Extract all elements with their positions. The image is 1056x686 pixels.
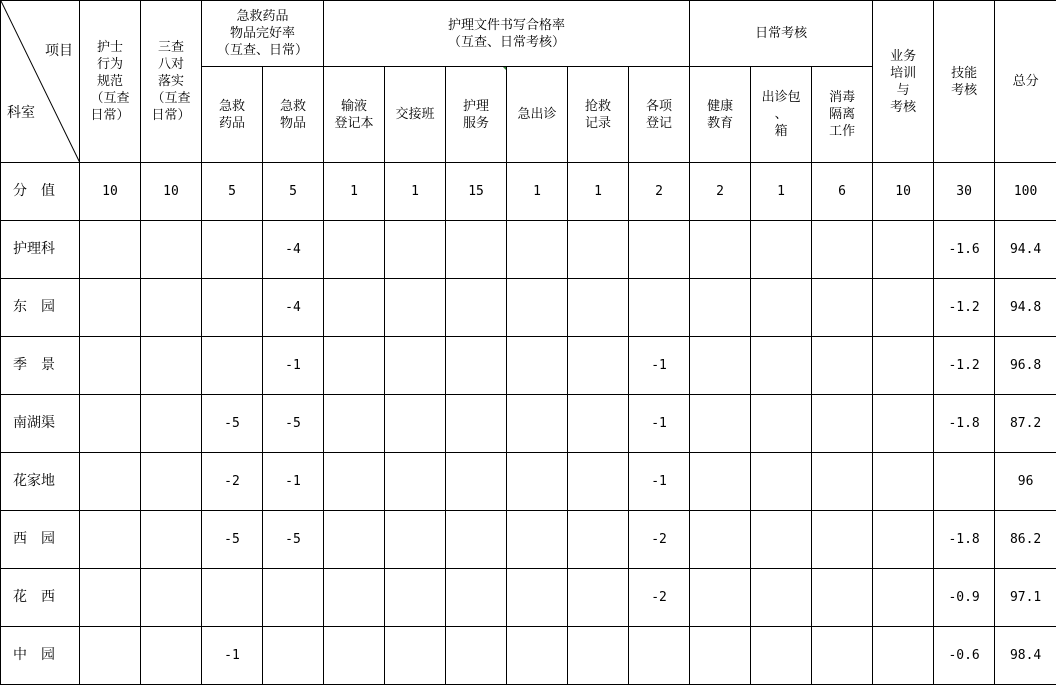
score-deduction-cell [385,337,446,395]
score-deduction-cell [324,337,385,395]
score-cell: 2 [629,163,690,221]
table-row [1,337,1056,395]
score-deduction-cell [751,511,812,569]
score-deduction-cell [507,279,568,337]
score-cell: 6 [812,163,873,221]
sub-nursing-service: 护理 服务 [446,67,507,163]
score-deduction-cell [568,395,629,453]
score-deduction-cell [507,453,568,511]
score-cell: 5 [202,163,263,221]
score-deduction-cell: 87.2 [995,395,1056,453]
score-deduction-cell [80,511,141,569]
sub-registrations: 各项 登记 [629,67,690,163]
score-deduction-cell [568,569,629,627]
score-deduction-cell [812,337,873,395]
department-name: 南湖渠 [1,395,80,453]
score-deduction-cell [751,569,812,627]
score-deduction-cell [141,337,202,395]
score-deduction-cell [690,221,751,279]
score-deduction-cell [507,627,568,685]
sub-isolation: 消毒 隔离 工作 [812,67,873,163]
score-deduction-cell: -1.2 [934,337,995,395]
score-deduction-cell: 97.1 [995,569,1056,627]
score-deduction-cell: -1 [629,337,690,395]
score-cell: 1 [568,163,629,221]
score-deduction-cell: -1 [202,627,263,685]
score-row [1,163,1056,221]
score-deduction-cell [385,453,446,511]
score-deduction-cell [263,569,324,627]
score-deduction-cell [446,627,507,685]
department-name: 花家地 [1,453,80,511]
table-row [1,627,1056,685]
score-deduction-cell [324,395,385,453]
score-deduction-cell [629,627,690,685]
score-deduction-cell [446,453,507,511]
score-row-label: 分 值 [1,163,80,221]
score-deduction-cell [873,221,934,279]
score-deduction-cell [385,279,446,337]
score-deduction-cell [873,453,934,511]
score-deduction-cell [324,627,385,685]
table-row [1,453,1056,511]
department-name: 东 园 [1,279,80,337]
score-deduction-cell [385,627,446,685]
score-deduction-cell: 94.4 [995,221,1056,279]
score-deduction-cell: -1.8 [934,395,995,453]
score-deduction-cell [202,279,263,337]
score-deduction-cell [568,337,629,395]
diagonal-corner-cell [1,1,80,163]
corner-label-department: 科室 [7,105,35,121]
score-cell: 1 [751,163,812,221]
score-deduction-cell [690,395,751,453]
score-deduction-cell [141,221,202,279]
score-deduction-cell: -1 [629,395,690,453]
department-name: 中 园 [1,627,80,685]
corner-label-project: 项目 [45,43,73,59]
score-deduction-cell: -4 [263,221,324,279]
score-deduction-cell [385,569,446,627]
score-deduction-cell [324,569,385,627]
score-deduction-cell [202,569,263,627]
score-deduction-cell [812,453,873,511]
score-deduction-cell: -0.6 [934,627,995,685]
score-deduction-cell [263,627,324,685]
score-deduction-cell [690,453,751,511]
score-deduction-cell [446,337,507,395]
score-deduction-cell [690,279,751,337]
score-deduction-cell [812,627,873,685]
score-deduction-cell [507,395,568,453]
score-deduction-cell [80,395,141,453]
score-deduction-cell [446,221,507,279]
score-deduction-cell [324,511,385,569]
score-deduction-cell [751,221,812,279]
score-deduction-cell: 86.2 [995,511,1056,569]
score-deduction-cell [80,337,141,395]
score-deduction-cell: -2 [202,453,263,511]
header-total: 总分 [995,1,1056,163]
score-deduction-cell [812,221,873,279]
score-deduction-cell [812,279,873,337]
score-deduction-cell [568,453,629,511]
score-deduction-cell [690,337,751,395]
sub-outcall-kit: 出诊包 、 箱 [751,67,812,163]
header-training: 业务 培训 与 考核 [873,1,934,163]
score-cell: 15 [446,163,507,221]
score-deduction-cell [324,221,385,279]
score-deduction-cell [507,569,568,627]
score-deduction-cell [202,221,263,279]
sub-handover: 交接班 [385,67,446,163]
score-deduction-cell [568,511,629,569]
score-deduction-cell [324,453,385,511]
score-deduction-cell [873,279,934,337]
score-deduction-cell: -1.2 [934,279,995,337]
score-cell: 1 [507,163,568,221]
score-cell: 100 [995,163,1056,221]
score-deduction-cell [141,453,202,511]
score-deduction-cell: -1 [629,453,690,511]
score-deduction-cell [751,627,812,685]
table-row [1,279,1056,337]
score-deduction-cell [873,395,934,453]
score-deduction-cell [690,511,751,569]
score-cell: 5 [263,163,324,221]
table-row [1,395,1056,453]
sub-emergency-drugs: 急救 药品 [202,67,263,163]
score-deduction-cell [507,221,568,279]
header-documents-group: 护理文件书写合格率 （互查、日常考核） [324,1,690,67]
score-cell: 1 [385,163,446,221]
sub-infusion-register: 输液 登记本 [324,67,385,163]
score-deduction-cell [80,453,141,511]
score-deduction-cell: 98.4 [995,627,1056,685]
sub-emergency-items: 急救 物品 [263,67,324,163]
score-deduction-cell [934,453,995,511]
table-row [1,221,1056,279]
score-deduction-cell [873,511,934,569]
score-deduction-cell [507,337,568,395]
score-deduction-cell [568,627,629,685]
score-deduction-cell [141,511,202,569]
score-deduction-cell [80,221,141,279]
sub-rescue-records: 抢救 记录 [568,67,629,163]
score-deduction-cell [751,279,812,337]
score-cell: 30 [934,163,995,221]
department-name: 西 园 [1,511,80,569]
score-deduction-cell [812,511,873,569]
score-deduction-cell: -2 [629,569,690,627]
score-deduction-cell: -4 [263,279,324,337]
score-deduction-cell [812,569,873,627]
score-deduction-cell [446,279,507,337]
score-deduction-cell [812,395,873,453]
score-deduction-cell: -5 [202,395,263,453]
score-deduction-cell [446,395,507,453]
score-deduction-cell [751,453,812,511]
score-deduction-cell: -1 [263,453,324,511]
score-deduction-cell: -5 [202,511,263,569]
score-deduction-cell [324,279,385,337]
score-deduction-cell [446,511,507,569]
score-deduction-cell [141,569,202,627]
score-deduction-cell: -5 [263,511,324,569]
score-deduction-cell: 96 [995,453,1056,511]
score-deduction-cell: -0.9 [934,569,995,627]
score-deduction-cell [873,627,934,685]
header-row-1 [1,1,1056,67]
score-deduction-cell [568,279,629,337]
score-deduction-cell [141,279,202,337]
header-three-checks: 三查 八对 落实 （互查 日常） [141,1,202,163]
header-daily-group: 日常考核 [690,1,873,67]
score-deduction-cell [385,511,446,569]
score-deduction-cell [507,511,568,569]
table-body [1,1,1056,685]
score-cell: 10 [141,163,202,221]
score-cell: 2 [690,163,751,221]
score-deduction-cell [141,627,202,685]
score-deduction-cell: 96.8 [995,337,1056,395]
score-deduction-cell [141,395,202,453]
score-deduction-cell [751,337,812,395]
score-deduction-cell [690,627,751,685]
score-deduction-cell [202,337,263,395]
score-cell: 1 [324,163,385,221]
score-deduction-cell [446,569,507,627]
score-deduction-cell [873,569,934,627]
score-deduction-cell [751,395,812,453]
score-deduction-cell: -2 [629,511,690,569]
score-deduction-cell: -1.8 [934,511,995,569]
score-deduction-cell [80,627,141,685]
score-deduction-cell: -1 [263,337,324,395]
score-deduction-cell [385,395,446,453]
score-deduction-cell [80,279,141,337]
score-deduction-cell [690,569,751,627]
header-skills: 技能 考核 [934,1,995,163]
table-row [1,569,1056,627]
diagonal-line [1,1,80,163]
score-cell: 10 [80,163,141,221]
score-deduction-cell: 94.8 [995,279,1056,337]
sub-health-education: 健康 教育 [690,67,751,163]
table-row [1,511,1056,569]
score-deduction-cell [873,337,934,395]
score-cell: 10 [873,163,934,221]
department-name: 护理科 [1,221,80,279]
header-emergency-group: 急救药品 物品完好率 （互查、日常） [202,1,324,67]
score-deduction-cell [80,569,141,627]
score-deduction-cell [385,221,446,279]
header-behavior-norms: 护士 行为 规范 （互查 日常） [80,1,141,163]
score-deduction-cell: -1.6 [934,221,995,279]
department-name: 季 景 [1,337,80,395]
department-name: 花 西 [1,569,80,627]
score-deduction-cell: -5 [263,395,324,453]
score-deduction-cell [629,279,690,337]
sub-emergency-clinic: 急出诊 [507,67,568,163]
score-deduction-cell [568,221,629,279]
score-deduction-cell [629,221,690,279]
